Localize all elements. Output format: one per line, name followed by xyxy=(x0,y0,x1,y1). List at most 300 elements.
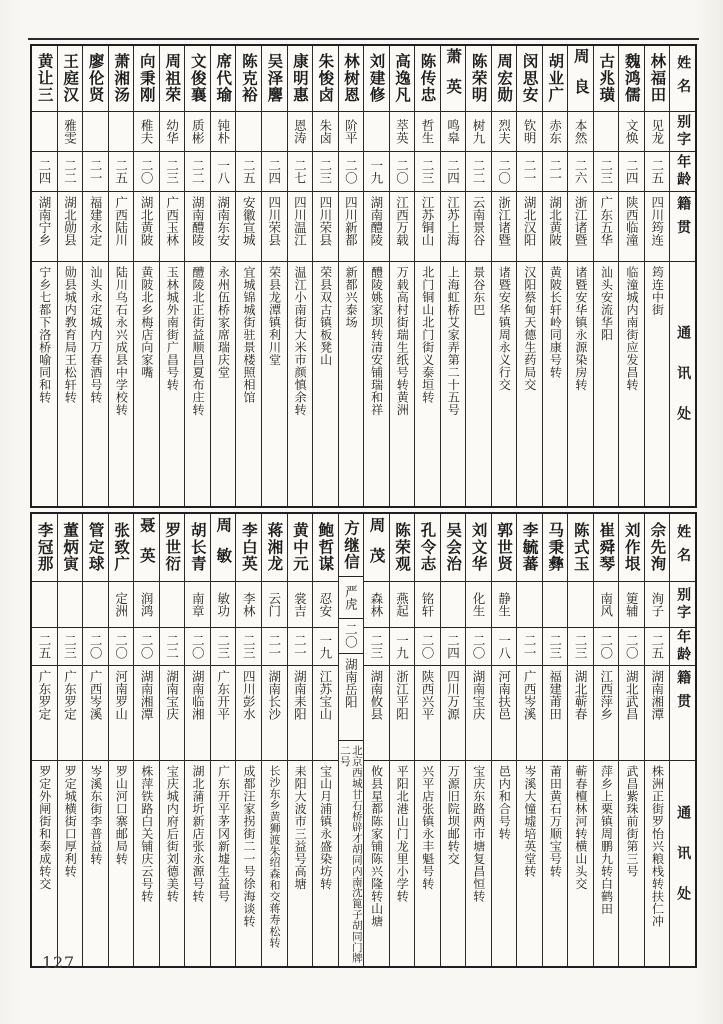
person-address-text: 宝庆城内府后街刘德美转 xyxy=(165,765,180,903)
person-native-place-text: 江苏上海 xyxy=(445,196,461,246)
person-address-text: 温江小南街大米市颜慎余转 xyxy=(293,266,308,416)
person-courtesy-name-text: 幼华 xyxy=(164,119,180,144)
person-native-place xyxy=(594,192,619,262)
person-courtesy-name-text: 恩涛 xyxy=(292,119,308,144)
person-address-text: 蕲春檀林河转横山头交 xyxy=(573,765,588,890)
person-courtesy-name-text: 南风 xyxy=(598,592,614,617)
person-age xyxy=(134,628,159,666)
person-address xyxy=(83,761,108,966)
person-native-place-text: 湖南岳阳 xyxy=(343,657,359,708)
header-courtesy-name-text: 别字 xyxy=(675,587,692,622)
person-age xyxy=(568,628,593,666)
person-courtesy-name xyxy=(185,582,210,628)
person-age-text: 二〇 xyxy=(139,634,155,659)
person-age-text: 二三 xyxy=(62,634,78,659)
person-native-place-text: 广西陆川 xyxy=(113,196,129,246)
header-name-text: 姓名 xyxy=(675,54,692,103)
person-courtesy-name-text: 南章 xyxy=(190,592,206,617)
person-entry xyxy=(618,514,644,966)
person-address xyxy=(58,262,83,506)
person-address xyxy=(492,262,517,506)
person-age-text: 二五 xyxy=(113,159,129,184)
person-address xyxy=(109,761,134,966)
person-address-text: 万载高村街瑞生纸号转黄洲 xyxy=(395,266,410,416)
person-age-text: 二五 xyxy=(37,634,53,659)
person-name-text: 孔令志 xyxy=(418,522,437,573)
person-native-place xyxy=(134,666,159,761)
person-native-place xyxy=(211,666,236,761)
person-entry xyxy=(440,46,466,506)
person-entry xyxy=(618,46,644,506)
person-address xyxy=(236,761,261,966)
person-age xyxy=(594,628,619,666)
person-name xyxy=(288,46,313,112)
person-entry xyxy=(644,514,670,966)
person-address xyxy=(32,262,57,506)
person-native-place xyxy=(339,192,364,262)
person-name-text: 蒋湘龙 xyxy=(265,522,284,573)
person-native-place xyxy=(313,192,338,262)
person-age-text: 二三 xyxy=(241,634,257,659)
person-age xyxy=(517,628,542,666)
person-courtesy-name xyxy=(492,582,517,628)
person-name xyxy=(364,46,389,112)
person-age xyxy=(262,152,287,192)
person-address-text: 岑溪大憧墟培英堂转 xyxy=(522,765,537,878)
person-address xyxy=(32,761,57,966)
person-entry xyxy=(184,514,210,966)
person-courtesy-name-text: 铭轩 xyxy=(419,592,435,617)
person-name-text: 李毓蕃 xyxy=(520,522,539,573)
person-courtesy-name xyxy=(466,112,491,152)
person-name xyxy=(236,514,261,582)
person-native-place xyxy=(492,192,517,262)
person-native-place-text: 湖南东安 xyxy=(215,196,231,246)
person-name-text: 鲍哲谋 xyxy=(316,522,335,573)
person-age xyxy=(262,628,287,666)
person-age xyxy=(236,152,261,192)
person-courtesy-name-text: 钦明 xyxy=(522,119,538,144)
person-name-text: 萧英 xyxy=(444,48,463,109)
person-age-text: 二〇 xyxy=(496,159,512,184)
person-address-text: 武昌紫珠前街第三号 xyxy=(624,765,639,878)
table-header-column xyxy=(669,46,695,506)
person-name-text: 刘作垠 xyxy=(622,522,641,573)
person-native-place-text: 江苏宝山 xyxy=(317,670,333,720)
person-age-text: 二四 xyxy=(266,159,282,184)
person-age-text: 二一 xyxy=(547,159,563,184)
header-courtesy-name xyxy=(670,582,695,628)
header-native-place xyxy=(670,192,695,262)
person-address xyxy=(185,761,210,966)
person-age-text: 一八 xyxy=(215,159,231,184)
person-name-text: 王庭汉 xyxy=(61,53,80,104)
person-entry xyxy=(491,46,517,506)
person-age-text: 二六 xyxy=(573,159,589,184)
person-name-text: 陈克裕 xyxy=(239,53,258,104)
person-entry xyxy=(363,46,389,506)
person-courtesy-name-text: 忍安 xyxy=(317,592,333,617)
person-name-text: 黄中元 xyxy=(290,522,309,573)
person-age-text: 二〇 xyxy=(394,159,410,184)
person-age xyxy=(364,628,389,666)
person-courtesy-name xyxy=(58,112,83,152)
person-age-text: 二一 xyxy=(266,634,282,659)
person-native-place-text: 湖南耒阳 xyxy=(292,670,308,720)
person-age xyxy=(32,152,57,192)
person-entry xyxy=(593,46,619,506)
person-address xyxy=(288,262,313,506)
person-name xyxy=(134,514,159,582)
person-native-place xyxy=(466,192,491,262)
person-age-text: 二〇 xyxy=(598,634,614,659)
person-courtesy-name-text: 烈夫 xyxy=(496,119,512,144)
person-name-text: 李冠那 xyxy=(35,522,54,573)
person-courtesy-name xyxy=(109,112,134,152)
person-address xyxy=(645,761,670,966)
person-age-text: 二四 xyxy=(445,159,461,184)
person-courtesy-name xyxy=(619,112,644,152)
person-courtesy-name xyxy=(339,577,364,619)
person-native-place-text: 广东罗定 xyxy=(37,670,53,720)
person-address xyxy=(109,262,134,506)
person-native-place xyxy=(645,192,670,262)
person-native-place xyxy=(390,192,415,262)
person-age xyxy=(160,628,185,666)
person-courtesy-name xyxy=(185,112,210,152)
person-address-text: 荣县龙潭镇利川堂 xyxy=(267,266,282,366)
person-address-text: 耒阳大波市三益号高塘 xyxy=(293,765,308,890)
person-name-text: 林福田 xyxy=(648,53,667,104)
person-courtesy-name xyxy=(594,112,619,152)
person-native-place-text: 湖北黄陂 xyxy=(547,196,563,246)
person-address xyxy=(262,262,287,506)
person-courtesy-name xyxy=(58,582,83,628)
person-courtesy-name-text: 本然 xyxy=(573,119,589,144)
person-age xyxy=(160,152,185,192)
person-name xyxy=(83,514,108,582)
person-courtesy-name-text: 敏功 xyxy=(215,592,231,617)
person-native-place-text: 福建莆田 xyxy=(547,670,563,720)
person-native-place-text: 四川荣县 xyxy=(317,196,333,246)
person-courtesy-name xyxy=(543,112,568,152)
person-address xyxy=(134,262,159,506)
person-name xyxy=(441,514,466,582)
person-native-place-text: 湖南湘潭 xyxy=(649,670,665,720)
person-address-text: 广东开平茅冈新墟生益号 xyxy=(216,765,231,903)
person-age xyxy=(390,152,415,192)
person-age xyxy=(313,628,338,666)
person-name-text: 佘先洵 xyxy=(648,522,667,573)
person-native-place xyxy=(517,192,542,262)
person-age-text: 二二 xyxy=(164,634,180,659)
person-courtesy-name-text: 森林 xyxy=(368,592,384,617)
person-native-place-text: 河南罗山 xyxy=(113,670,129,720)
person-native-place-text: 湖北汉阳 xyxy=(522,196,538,246)
person-name xyxy=(619,46,644,112)
table-header-column xyxy=(669,514,695,966)
person-address xyxy=(594,761,619,966)
person-age xyxy=(288,628,313,666)
person-native-place-text: 广东开平 xyxy=(215,670,231,720)
person-name xyxy=(594,46,619,112)
person-address xyxy=(517,262,542,506)
person-address-text: 陆川乌石永兴成县中学校转 xyxy=(114,266,129,416)
person-native-place xyxy=(492,666,517,761)
person-age-text: 二〇 xyxy=(471,634,487,659)
person-native-place xyxy=(543,666,568,761)
person-entry xyxy=(414,46,440,506)
person-name xyxy=(185,46,210,112)
person-entry xyxy=(287,514,313,966)
person-name xyxy=(619,514,644,582)
person-native-place xyxy=(568,192,593,262)
person-courtesy-name-text: 稚夫 xyxy=(139,119,155,144)
person-age-text: 一九 xyxy=(394,634,410,659)
person-native-place-text: 陕西兴平 xyxy=(419,670,435,720)
person-native-place-text: 湖南湘潭 xyxy=(139,670,155,720)
person-name-text: 萧湘汤 xyxy=(112,53,131,104)
person-address xyxy=(543,262,568,506)
person-entry xyxy=(261,46,287,506)
person-entry xyxy=(82,46,108,506)
person-name xyxy=(466,46,491,112)
person-native-place xyxy=(134,192,159,262)
person-native-place-text: 浙江诸暨 xyxy=(573,196,589,246)
person-courtesy-name xyxy=(32,582,57,628)
person-name-text: 吴会治 xyxy=(444,522,463,573)
person-age xyxy=(109,152,134,192)
person-entry xyxy=(363,514,389,966)
person-name xyxy=(83,46,108,112)
person-age-text: 二四 xyxy=(445,634,461,659)
person-age-text: 二五 xyxy=(649,159,665,184)
person-age xyxy=(619,628,644,666)
person-native-place-text: 四川荣县 xyxy=(266,196,282,246)
person-name xyxy=(109,514,134,582)
person-native-place xyxy=(58,192,83,262)
person-age xyxy=(288,152,313,192)
person-age-text: 二四 xyxy=(624,159,640,184)
person-native-place-text: 四川温江 xyxy=(292,196,308,246)
person-address xyxy=(568,262,593,506)
person-entry xyxy=(567,46,593,506)
person-entry xyxy=(235,514,261,966)
person-courtesy-name xyxy=(288,112,313,152)
person-courtesy-name-text: 钝朴 xyxy=(215,119,231,144)
person-native-place xyxy=(364,192,389,262)
person-age-text: 二〇 xyxy=(88,634,104,659)
person-address xyxy=(185,262,210,506)
person-entry xyxy=(338,46,364,506)
person-age xyxy=(185,152,210,192)
person-address-text: 诸暨安华镇周永义行交 xyxy=(497,266,512,391)
person-address xyxy=(390,761,415,966)
person-entry xyxy=(516,514,542,966)
person-name xyxy=(415,46,440,112)
person-name-text: 陈荣明 xyxy=(469,53,488,104)
person-courtesy-name xyxy=(262,582,287,628)
person-native-place xyxy=(185,192,210,262)
person-native-place xyxy=(109,192,134,262)
person-courtesy-name-text: 润鸿 xyxy=(139,592,155,617)
person-age xyxy=(568,152,593,192)
person-native-place-text: 湖南宝庆 xyxy=(164,670,180,720)
person-address xyxy=(517,761,542,966)
person-courtesy-name-text: 哲生 xyxy=(419,119,435,144)
person-age-text: 二〇 xyxy=(190,634,206,659)
person-address-text: 莆田黄石万顺宝号转 xyxy=(548,765,563,878)
person-address xyxy=(543,761,568,966)
person-address-text: 临潼城内南街应发昌转 xyxy=(624,266,639,391)
person-age-text: 二三 xyxy=(317,159,333,184)
person-address xyxy=(313,262,338,506)
person-courtesy-name xyxy=(236,582,261,628)
person-age xyxy=(517,152,542,192)
person-name-text: 陈传忠 xyxy=(418,53,437,104)
person-age-text: 二三 xyxy=(419,159,435,184)
person-courtesy-name-text: 筻辅 xyxy=(624,592,640,617)
person-address-text: 宜城锦城街驻景楼照相馆 xyxy=(242,266,256,404)
person-age-text: 二〇 xyxy=(343,623,359,649)
person-address xyxy=(364,262,389,506)
person-address-text: 勋县城内教育局王松轩转 xyxy=(63,266,78,404)
person-address xyxy=(568,761,593,966)
person-native-place-text: 湖南宝庆 xyxy=(471,670,487,720)
person-courtesy-name xyxy=(160,112,185,152)
person-name-text: 文俊襄 xyxy=(188,53,207,104)
person-age-text: 二七 xyxy=(292,159,308,184)
person-name-text: 刘文华 xyxy=(469,522,488,573)
person-native-place xyxy=(645,666,670,761)
person-address-text: 宝庆东路两市塘复昌恒转 xyxy=(471,765,486,903)
person-age-text: 二〇 xyxy=(624,634,640,659)
person-age xyxy=(492,628,517,666)
person-native-place-text: 湖北黄陂 xyxy=(139,196,155,246)
person-entry xyxy=(440,514,466,966)
person-age-text: 二〇 xyxy=(139,159,155,184)
person-courtesy-name-text: 赤东 xyxy=(547,119,563,144)
person-name xyxy=(415,514,440,582)
header-native-place-text: 籍贯 xyxy=(675,670,692,718)
person-courtesy-name xyxy=(466,582,491,628)
person-entry xyxy=(210,46,236,506)
person-name xyxy=(390,46,415,112)
person-courtesy-name xyxy=(160,582,185,628)
person-courtesy-name xyxy=(134,582,159,628)
person-courtesy-name xyxy=(492,112,517,152)
person-address-text: 罗定外闸街和泰成转交 xyxy=(37,765,52,890)
person-native-place-text: 广西岑溪 xyxy=(88,670,104,720)
person-name-text: 康明惠 xyxy=(290,53,309,104)
person-name-text: 廖伦贤 xyxy=(86,53,105,104)
person-native-place xyxy=(262,192,287,262)
person-native-place xyxy=(441,666,466,761)
person-name-text: 闵思安 xyxy=(520,53,539,104)
person-age xyxy=(645,152,670,192)
person-courtesy-name xyxy=(236,112,261,152)
person-courtesy-name-text: 见龙 xyxy=(649,119,665,144)
person-name-text: 陈荣观 xyxy=(393,522,412,573)
person-age xyxy=(58,628,83,666)
person-age xyxy=(390,628,415,666)
person-address-text: 新都兴泰场 xyxy=(344,266,359,329)
person-native-place xyxy=(262,666,287,761)
person-age xyxy=(619,152,644,192)
person-name-text: 胡长青 xyxy=(188,522,207,573)
person-address xyxy=(594,262,619,506)
person-age xyxy=(236,628,261,666)
person-name xyxy=(236,46,261,112)
person-native-place-text: 江西萍乡 xyxy=(598,670,614,720)
person-native-place-text: 河南扶邑 xyxy=(496,670,512,720)
person-native-place-text: 福建永定 xyxy=(88,196,104,246)
person-address-text: 平阳北港山门龙里小学转 xyxy=(395,765,410,903)
person-age xyxy=(185,628,210,666)
header-age-text: 年龄 xyxy=(675,629,692,664)
person-age-text: 二三 xyxy=(368,634,384,659)
person-name-text: 朱悛卤 xyxy=(316,53,335,104)
person-name-text: 向秉刚 xyxy=(137,53,156,104)
person-age xyxy=(134,152,159,192)
person-age-text: 二〇 xyxy=(343,159,359,184)
person-entry xyxy=(287,46,313,506)
person-native-place xyxy=(313,666,338,761)
person-address-text: 罗山河口寨邮局转 xyxy=(114,765,129,865)
person-courtesy-name xyxy=(83,582,108,628)
person-entry xyxy=(644,46,670,506)
person-courtesy-name xyxy=(109,582,134,628)
person-name xyxy=(390,514,415,582)
person-age-text: 二一 xyxy=(292,634,308,659)
person-name xyxy=(364,514,389,582)
person-native-place xyxy=(288,192,313,262)
person-name xyxy=(160,46,185,112)
person-native-place xyxy=(594,666,619,761)
page-number: 127 xyxy=(42,953,75,972)
person-native-place xyxy=(415,192,440,262)
header-native-place-text: 籍贯 xyxy=(675,196,692,244)
person-name xyxy=(211,46,236,112)
person-address-text: 永州伍桥家席瑞庆堂 xyxy=(216,266,231,379)
person-name-text: 郭世贤 xyxy=(495,522,514,573)
person-courtesy-name xyxy=(313,582,338,628)
person-courtesy-name xyxy=(134,112,159,152)
person-address-text: 玉林城外南街广昌号转 xyxy=(165,266,180,391)
person-address xyxy=(466,262,491,506)
person-native-place-text: 陕西临潼 xyxy=(624,196,640,246)
person-courtesy-name-text: 静生 xyxy=(496,592,512,617)
person-entry xyxy=(32,46,57,506)
person-name-text: 胡业广 xyxy=(546,53,565,104)
header-courtesy-name-text: 别字 xyxy=(675,114,692,149)
header-age-text: 年龄 xyxy=(675,154,692,189)
person-address xyxy=(466,761,491,966)
person-age-text: 二五 xyxy=(649,634,665,659)
person-name-text: 马秉彝 xyxy=(546,522,565,573)
person-age xyxy=(441,628,466,666)
person-name xyxy=(185,514,210,582)
person-entry xyxy=(57,46,83,506)
header-name-text: 姓名 xyxy=(675,523,692,572)
person-name-text: 吴泽麐 xyxy=(265,53,284,104)
person-name-text: 刘建修 xyxy=(367,53,386,104)
person-name xyxy=(211,514,236,582)
person-courtesy-name xyxy=(211,112,236,152)
person-entry xyxy=(465,46,491,506)
person-courtesy-name xyxy=(645,112,670,152)
person-courtesy-name xyxy=(441,112,466,152)
